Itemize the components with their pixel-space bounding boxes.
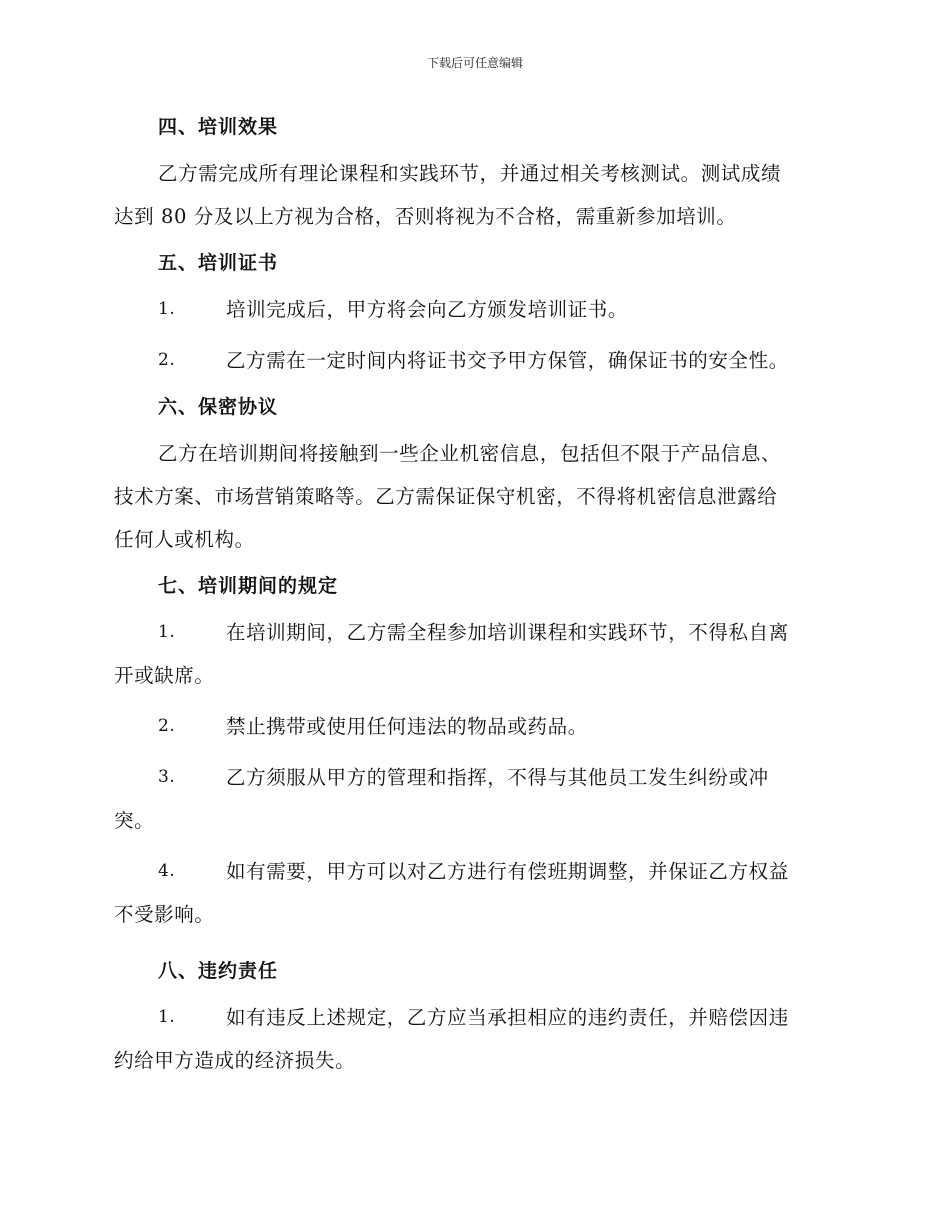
section-heading: 八、违约责任 [158, 960, 279, 982]
list-text: 乙方需在一定时间内将证书交予甲方保管，确保证书的安全性。 [226, 349, 789, 372]
list-number: 1. [158, 1007, 176, 1027]
list-item [114, 996, 836, 1082]
list-item [114, 288, 836, 331]
list-number: 1. [158, 622, 176, 642]
list-item [114, 705, 836, 748]
list-text: 在培训期间，乙方需全程参加培训课程和实践环节，不得私自离 [226, 621, 789, 644]
paragraph-line: 技术方案、市场营销策略等。乙方需保证保守机密，不得将机密信息泄露给 [114, 485, 778, 508]
list-item [114, 850, 836, 936]
list-number: 2. [158, 716, 176, 736]
list-text: 培训完成后，甲方将会向乙方颁发培训证书。 [226, 298, 629, 321]
paragraph-line: 任何人或机构。 [114, 528, 255, 551]
document-body [114, 110, 836, 1082]
list-text-continuation: 开或缺席。 [114, 664, 215, 687]
list-text: 如有违反上述规定，乙方应当承担相应的违约责任，并赔偿因违 [226, 1006, 789, 1029]
list-text-continuation: 突。 [114, 809, 155, 832]
paragraph-line: 乙方需完成所有理论课程和实践环节，并通过相关考核测试。测试成绩 [158, 162, 782, 185]
list-text: 如有需要，甲方可以对乙方进行有偿班期调整，并保证乙方权益 [226, 860, 789, 883]
list-text-continuation: 不受影响。 [114, 903, 215, 926]
paragraph-line: 乙方在培训期间将接触到一些企业机密信息，包括但不限于产品信息、 [158, 442, 782, 465]
list-item [114, 339, 836, 382]
section-heading: 七、培训期间的规定 [158, 575, 339, 597]
list-text: 禁止携带或使用任何违法的物品或药品。 [226, 715, 588, 738]
list-number: 2. [158, 350, 176, 370]
section-heading: 六、保密协议 [158, 396, 279, 418]
list-number: 4. [158, 861, 176, 881]
list-item [114, 611, 836, 697]
list-text-continuation: 约给甲方造成的经济损失。 [114, 1049, 356, 1072]
list-number: 1. [158, 299, 176, 319]
list-item [114, 756, 836, 842]
paragraph-line: 达到 80 分及以上方视为合格，否则将视为不合格，需重新参加培训。 [114, 205, 737, 228]
page-header: 下载后可任意编辑 [426, 56, 523, 70]
list-text: 乙方须服从甲方的管理和指挥，不得与其他员工发生纠纷或冲 [226, 766, 769, 789]
section-heading: 四、培训效果 [158, 116, 279, 138]
list-number: 3. [158, 767, 176, 787]
section-heading: 五、培训证书 [158, 252, 279, 274]
